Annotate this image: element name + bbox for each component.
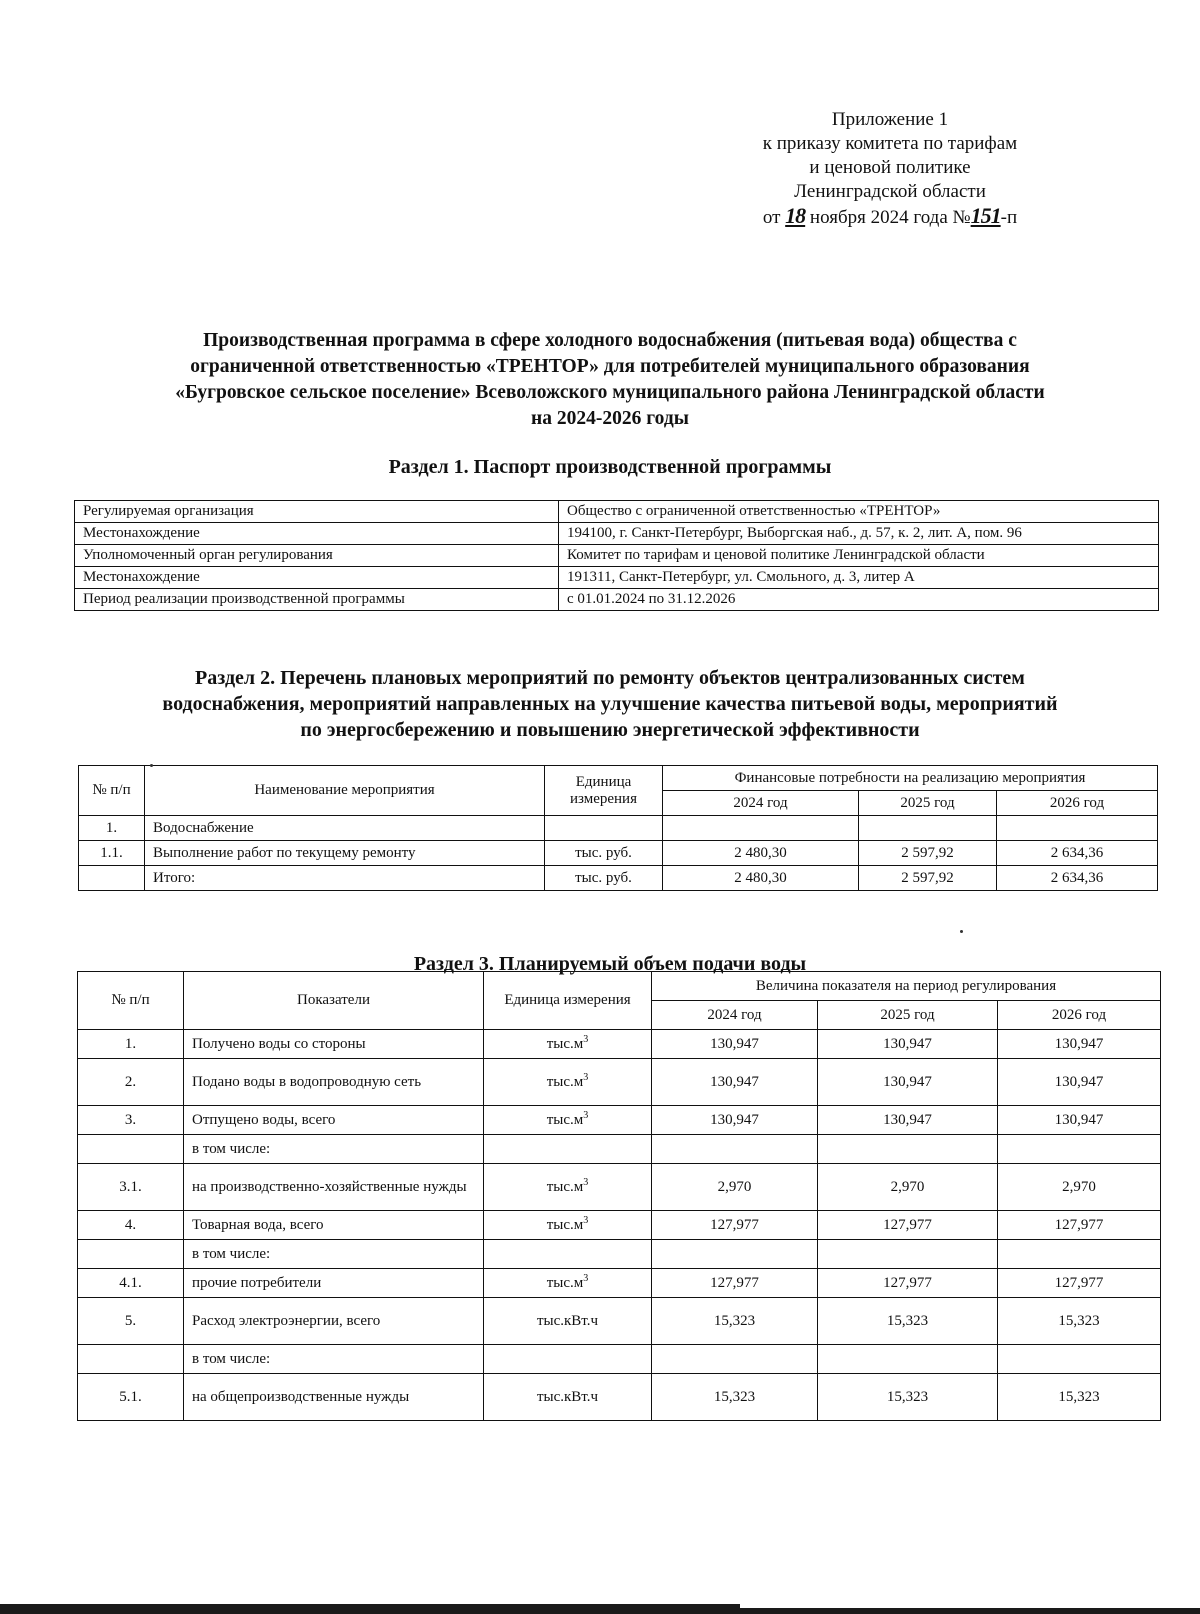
- cell-2026: 2,970: [998, 1164, 1161, 1211]
- cell-indicator: на общепроизводственные нужды: [184, 1374, 484, 1421]
- cell-indicator: в том числе:: [184, 1345, 484, 1374]
- cell-2024: [663, 816, 859, 841]
- cell-unit: [484, 1298, 652, 1345]
- date-mid: ноября 2024 года №: [809, 207, 971, 228]
- appendix-line-3: и ценовой политике: [809, 157, 971, 178]
- order-suffix: -п: [1000, 207, 1018, 228]
- cell-num: [79, 866, 145, 891]
- scan-edge-gap: [740, 1604, 1200, 1608]
- passport-table: [74, 500, 1159, 611]
- unit-exponent: 3: [583, 1176, 589, 1188]
- cell-2025: 130,947: [818, 1059, 998, 1106]
- cell-unit: [484, 1164, 652, 1211]
- cell-2025: [818, 1135, 998, 1164]
- passport-value: 191311, Санкт-Петербург, ул. Смольного, д. 3, литер А: [559, 567, 1159, 589]
- section2-heading: [60, 665, 1160, 743]
- cell-num: 4.1.: [78, 1269, 184, 1298]
- cell-unit: [484, 1106, 652, 1135]
- cell-2025: 130,947: [818, 1030, 998, 1059]
- col-header-indicator: Показатели: [184, 972, 484, 1030]
- cell-2025: 15,323: [818, 1374, 998, 1421]
- cell-num: [78, 1135, 184, 1164]
- cell-num: 5.: [78, 1298, 184, 1345]
- cell-indicator: прочие потребители: [184, 1269, 484, 1298]
- table-row: [78, 1345, 1161, 1374]
- appendix-line-2: к приказу комитета по тарифам: [762, 133, 1018, 154]
- table-row: [75, 589, 1159, 611]
- cell-2025: 2 597,92: [859, 841, 997, 866]
- cell-unit: [484, 1269, 652, 1298]
- water-volume-body: [78, 1030, 1161, 1421]
- table-row: [79, 816, 1158, 841]
- cell-unit: тыс. руб.: [545, 841, 663, 866]
- cell-2024: 2,970: [652, 1164, 818, 1211]
- col-header-year: 2024 год: [652, 1001, 818, 1030]
- cell-unit: [484, 1374, 652, 1421]
- cell-2025: 15,323: [818, 1298, 998, 1345]
- section3-heading: Раздел 3. Планируемый объем подачи воды: [413, 953, 807, 975]
- passport-label: Уполномоченный орган регулирования: [75, 545, 559, 567]
- col-header-year: 2026 год: [997, 791, 1158, 816]
- cell-indicator: в том числе:: [184, 1135, 484, 1164]
- cell-2024: [652, 1240, 818, 1269]
- unit-base: тыс.кВт.ч: [536, 1388, 599, 1405]
- col-header-year: 2026 год: [998, 1001, 1161, 1030]
- appendix-block: [700, 108, 1080, 230]
- date-prefix: от: [762, 207, 781, 228]
- cell-unit: тыс. руб.: [545, 866, 663, 891]
- table-row: [78, 1240, 1161, 1269]
- table-row: [78, 1374, 1161, 1421]
- col-header-value: Величина показателя на период регулирования: [652, 972, 1161, 1001]
- unit-exponent: 3: [583, 1109, 589, 1121]
- cell-2024: 15,323: [652, 1298, 818, 1345]
- table-header-row: [79, 766, 1158, 791]
- measures-table: [78, 765, 1158, 891]
- passport-value: с 01.01.2024 по 31.12.2026: [559, 589, 1159, 611]
- scan-speck: [150, 764, 153, 767]
- cell-indicator: в том числе:: [184, 1240, 484, 1269]
- col-header-unit: Единица измерения: [545, 766, 663, 816]
- table-row: [75, 501, 1159, 523]
- unit-exponent: 3: [583, 1272, 589, 1284]
- passport-value: Комитет по тарифам и ценовой политике Ленинградской области: [559, 545, 1159, 567]
- cell-2026: [998, 1240, 1161, 1269]
- cell-num: 5.1.: [78, 1374, 184, 1421]
- unit-exponent: 3: [583, 1214, 589, 1226]
- water-volume-table: [77, 971, 1161, 1421]
- cell-2024: 2 480,30: [663, 841, 859, 866]
- cell-unit: [484, 1211, 652, 1240]
- unit-base: тыс.м: [546, 1216, 584, 1233]
- appendix-line-1: Приложение 1: [831, 109, 949, 130]
- cell-num: 3.1.: [78, 1164, 184, 1211]
- cell-2024: 130,947: [652, 1106, 818, 1135]
- section2-heading-line-2: водоснабжения, мероприятий направленных на улучшение качества питьевой воды, мероприятий: [162, 693, 1058, 715]
- table-row: [78, 1030, 1161, 1059]
- cell-indicator: Расход электроэнергии, всего: [184, 1298, 484, 1345]
- cell-num: 1.: [79, 816, 145, 841]
- unit-base: тыс.м: [546, 1178, 584, 1195]
- cell-2026: [997, 816, 1158, 841]
- table-row: [78, 1059, 1161, 1106]
- cell-2024: 130,947: [652, 1030, 818, 1059]
- handwritten-number: 151: [970, 203, 1001, 228]
- cell-unit: [484, 1059, 652, 1106]
- cell-2026: 2 634,36: [997, 841, 1158, 866]
- unit-base: тыс.м: [546, 1274, 584, 1291]
- cell-2024: [652, 1135, 818, 1164]
- table-row: [75, 523, 1159, 545]
- unit-base: тыс.м: [546, 1111, 584, 1128]
- table-row: [79, 866, 1158, 891]
- col-header-num: № п/п: [78, 972, 184, 1030]
- cell-num: 3.: [78, 1106, 184, 1135]
- cell-2026: 130,947: [998, 1030, 1161, 1059]
- table-row: [78, 1211, 1161, 1240]
- unit-base: тыс.м: [546, 1035, 584, 1052]
- cell-indicator: на производственно-хозяйственные нужды: [184, 1164, 484, 1211]
- cell-2025: [859, 816, 997, 841]
- table-row: [79, 841, 1158, 866]
- cell-2024: 127,977: [652, 1269, 818, 1298]
- col-header-num: № п/п: [79, 766, 145, 816]
- unit-base: тыс.м: [546, 1073, 584, 1090]
- cell-2024: 127,977: [652, 1211, 818, 1240]
- cell-2026: 2 634,36: [997, 866, 1158, 891]
- col-header-year: 2024 год: [663, 791, 859, 816]
- cell-2025: 130,947: [818, 1106, 998, 1135]
- cell-name: Итого:: [145, 866, 545, 891]
- col-header-year: 2025 год: [818, 1001, 998, 1030]
- scan-speck: [960, 930, 963, 933]
- cell-2026: 15,323: [998, 1374, 1161, 1421]
- cell-2025: 2,970: [818, 1164, 998, 1211]
- section2-heading-line-1: Раздел 2. Перечень плановых мероприятий по ремонту объектов централизованных систем: [195, 667, 1025, 689]
- cell-num: 4.: [78, 1211, 184, 1240]
- title-line-1: Производственная программа в сфере холодного водоснабжения (питьевая вода) общества с: [203, 330, 1017, 351]
- cell-2026: 127,977: [998, 1269, 1161, 1298]
- handwritten-day: 18: [785, 203, 806, 228]
- cell-2025: [818, 1345, 998, 1374]
- cell-num: 1.1.: [79, 841, 145, 866]
- table-row: [75, 567, 1159, 589]
- cell-indicator: Получено воды со стороны: [184, 1030, 484, 1059]
- unit-base: тыс.кВт.ч: [536, 1312, 599, 1329]
- cell-2026: 127,977: [998, 1211, 1161, 1240]
- title-line-4: на 2024-2026 годы: [531, 408, 689, 429]
- table-row: [78, 1106, 1161, 1135]
- table-row: [78, 1269, 1161, 1298]
- table-row: [78, 1164, 1161, 1211]
- cell-2026: 15,323: [998, 1298, 1161, 1345]
- cell-2026: [998, 1135, 1161, 1164]
- title-line-2: ограниченной ответственностью «ТРЕНТОР» для потребителей муниципального образования: [190, 356, 1030, 377]
- cell-name: Выполнение работ по текущему ремонту: [145, 841, 545, 866]
- col-header-name: Наименование мероприятия: [145, 766, 545, 816]
- table-row: [78, 1298, 1161, 1345]
- passport-label: Местонахождение: [75, 523, 559, 545]
- section1-heading: Раздел 1. Паспорт производственной программы: [388, 456, 832, 478]
- cell-2025: 127,977: [818, 1211, 998, 1240]
- col-header-year: 2025 год: [859, 791, 997, 816]
- cell-unit: [484, 1240, 652, 1269]
- title-line-3: «Бугровское сельское поселение» Всеволожского муниципального района Ленинградской области: [175, 382, 1045, 403]
- cell-2026: 130,947: [998, 1106, 1161, 1135]
- cell-2024: 130,947: [652, 1059, 818, 1106]
- appendix-line-4: Ленинградской области: [794, 181, 986, 202]
- cell-2025: 127,977: [818, 1269, 998, 1298]
- col-header-financial: Финансовые потребности на реализацию мероприятия: [663, 766, 1158, 791]
- cell-unit: [484, 1030, 652, 1059]
- unit-exponent: 3: [583, 1033, 589, 1045]
- cell-indicator: Подано воды в водопроводную сеть: [184, 1059, 484, 1106]
- table-row: [78, 1135, 1161, 1164]
- cell-2025: 2 597,92: [859, 866, 997, 891]
- table-header-row: [78, 972, 1161, 1001]
- cell-2026: 130,947: [998, 1059, 1161, 1106]
- table-row: [75, 545, 1159, 567]
- cell-indicator: Отпущено воды, всего: [184, 1106, 484, 1135]
- col-header-unit: Единица измерения: [484, 972, 652, 1030]
- unit-exponent: 3: [583, 1071, 589, 1083]
- cell-2024: 15,323: [652, 1374, 818, 1421]
- cell-num: 2.: [78, 1059, 184, 1106]
- order-date-line: [700, 204, 1080, 230]
- cell-num: [78, 1345, 184, 1374]
- cell-unit: [545, 816, 663, 841]
- section2-heading-line-3: по энергосбережению и повышению энергетической эффективности: [300, 719, 920, 741]
- document-title: [70, 328, 1150, 432]
- passport-label: Период реализации производственной программы: [75, 589, 559, 611]
- passport-value: Общество с ограниченной ответственностью «ТРЕНТОР»: [559, 501, 1159, 523]
- cell-unit: [484, 1135, 652, 1164]
- cell-2026: [998, 1345, 1161, 1374]
- cell-name: Водоснабжение: [145, 816, 545, 841]
- cell-2024: 2 480,30: [663, 866, 859, 891]
- passport-label: Регулируемая организация: [75, 501, 559, 523]
- cell-2024: [652, 1345, 818, 1374]
- passport-value: 194100, г. Санкт-Петербург, Выборгская наб., д. 57, к. 2, лит. А, пом. 96: [559, 523, 1159, 545]
- cell-2025: [818, 1240, 998, 1269]
- cell-indicator: Товарная вода, всего: [184, 1211, 484, 1240]
- cell-num: 1.: [78, 1030, 184, 1059]
- cell-unit: [484, 1345, 652, 1374]
- passport-label: Местонахождение: [75, 567, 559, 589]
- cell-num: [78, 1240, 184, 1269]
